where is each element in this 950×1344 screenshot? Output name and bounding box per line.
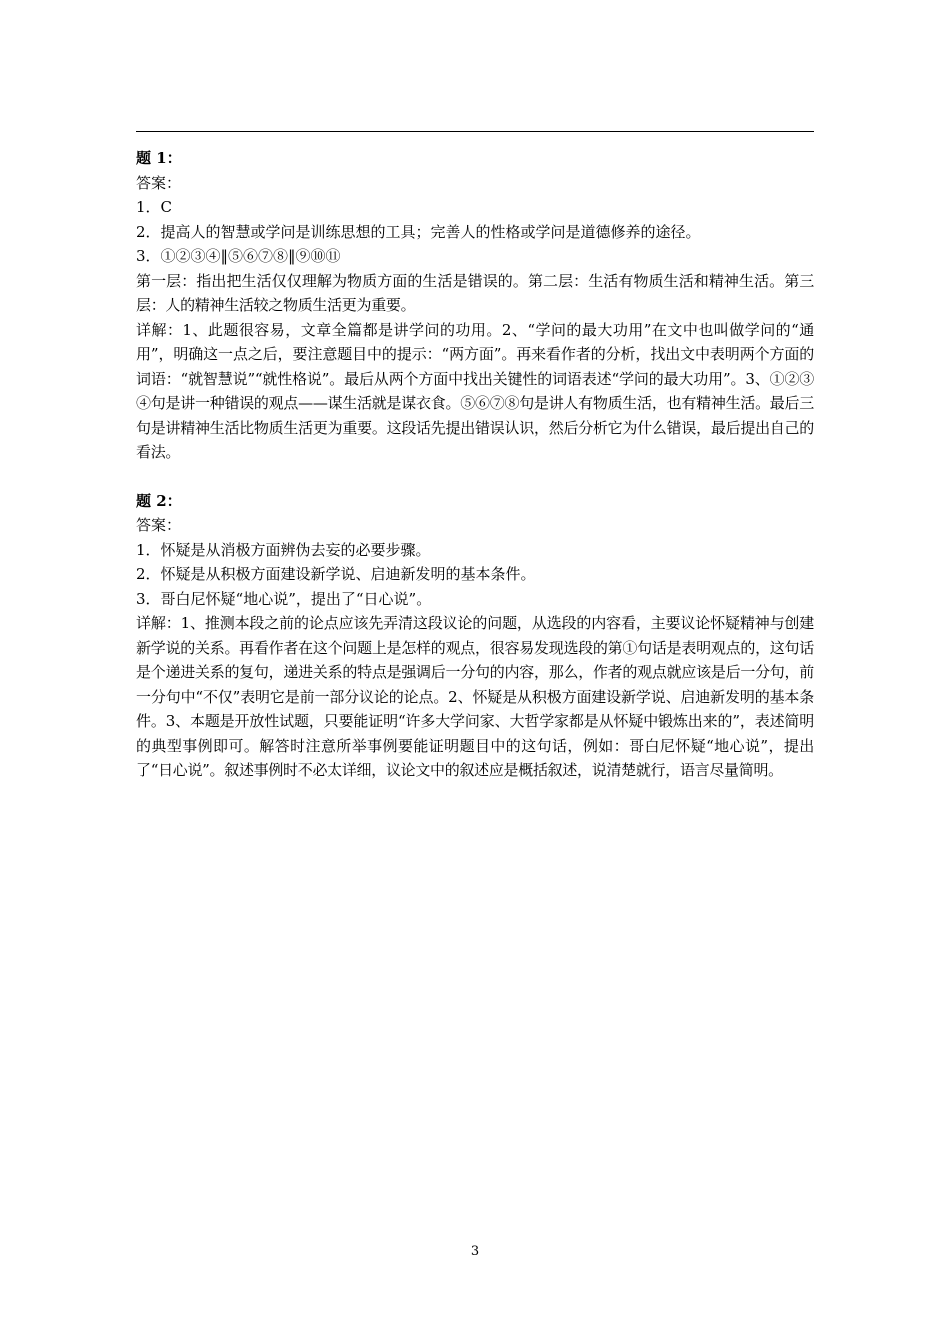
question-2-answer-label: 答案： [136, 516, 182, 534]
question-1-title: 题 1： [136, 149, 182, 167]
question-2-answer-3: 3．哥白尼怀疑“地心说”，提出了“日心说”。 [136, 589, 432, 608]
header-rule [136, 131, 814, 132]
question-2-explanation: 详解：1、推测本段之前的论点应该先弄清这段议论的问题，从选段的内容看，主要议论怀疑精神与创建新学说的关系。再看作者在这个问题上是怎样的观点，很容易发现选段的第①句话是表明观点的，这句话是个递进关系的复句，递进关系的特点是强调后一分句的内容，那么，作者的观点就应该是后一分句，前一分句中“不仅”表明它是前一部分议论的论点。2、怀疑是从积极方面建设新学说、启迪新发明的基本条件。3、本题是开放性试题，只要能证明“许多大学问家、大哲学家都是从怀疑中锻炼出来的”，表述简明的典型事例即可。解答时注意所举事例要能证明题目中的这句话，例如：哥白尼怀疑“地心说”，提出了“日心说”。叙述事例时不必太详细，议论文中的叙述应是概括叙述，说清楚就行，语言尽量简明。 [136, 614, 814, 779]
question-1-layers: 第一层：指出把生活仅仅理解为物质方面的生活是错误的。第二层：生活有物质生活和精神生活。第三层：人的精神生活较之物质生活更为重要。 [136, 271, 814, 314]
question-1-answer-label: 答案： [136, 173, 182, 192]
page-number: 3 [470, 1244, 480, 1259]
question-2-section [136, 489, 814, 783]
question-1-answer-2: 2．提高人的智慧或学问是训练思想的工具；完善人的性格或学问是道德修养的途径。 [136, 222, 701, 241]
question-1-explanation: 详解：1、此题很容易，文章全篇都是讲学问的功用。2、“学问的最大功用”在文中也叫做学问的“通用”，明确这一点之后，要注意题目中的提示：“两方面”。再来看作者的分析，找出文中表明两个方面的词语：“就智慧说”“就性格说”。最后从两个方面中找出关键性的词语表述“学问的最大功用”。3、①②③④句是讲一种错误的观点——谋生活就是谋衣食。⑤⑥⑦⑧句是讲人有物质生活，也有精神生活。最后三句是讲精神生活比物质生活更为重要。这段话先提出错误认识，然后分析它为什么错误，最后提出自己的看法。 [136, 320, 814, 461]
question-1-answer-3: 3．①②③④‖⑤⑥⑦⑧‖⑨⑩⑪ [136, 247, 341, 265]
question-1-section [136, 146, 814, 465]
question-2-title: 题 2： [136, 491, 182, 510]
question-1-answer-1: 1．C [136, 198, 173, 216]
question-2-answer-1: 1．怀疑是从消极方面辨伪去妄的必要步骤。 [136, 540, 431, 559]
document-body [136, 146, 814, 783]
question-2-answer-2: 2．怀疑是从积极方面建设新学说、启迪新发明的基本条件。 [136, 565, 536, 583]
